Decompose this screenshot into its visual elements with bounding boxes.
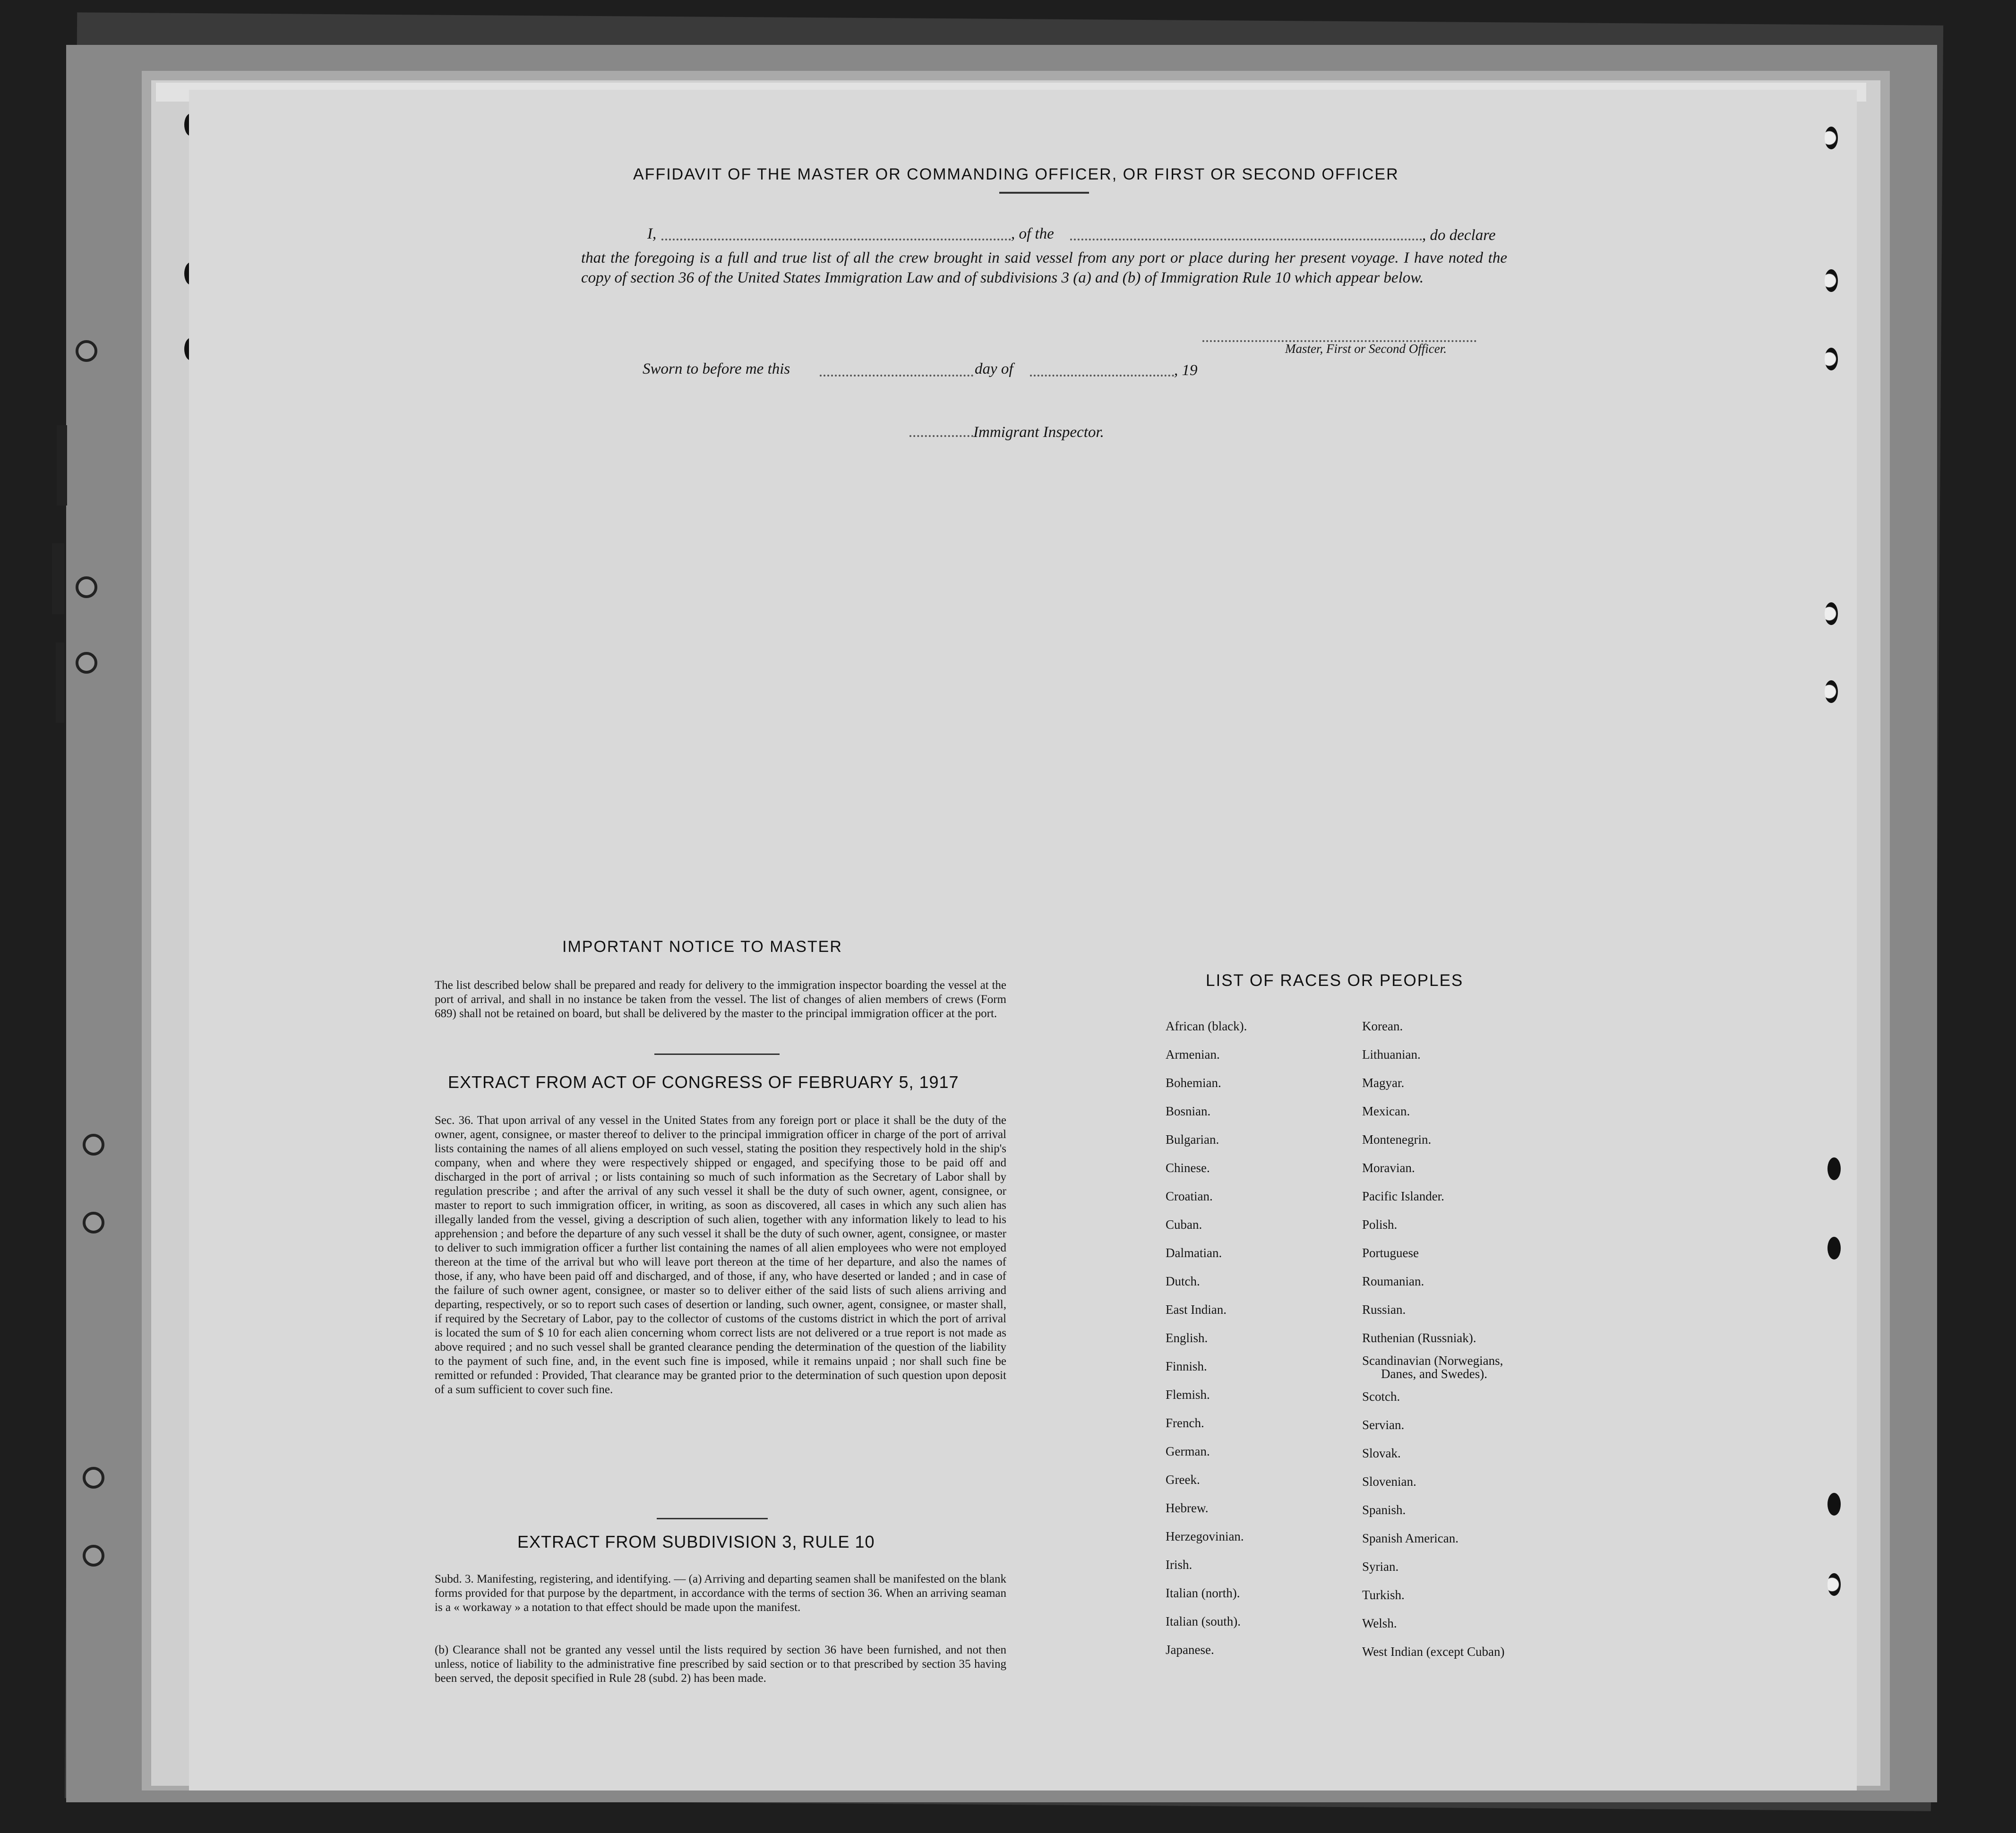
- affidavit-of-label: , of the: [1011, 225, 1054, 242]
- rule-title: EXTRACT FROM SUBDIVISION 3, RULE 10: [517, 1532, 875, 1551]
- race-item: Montenegrin.: [1362, 1132, 1432, 1147]
- race-item: Turkish.: [1362, 1588, 1405, 1602]
- race-item: Ruthenian (Russniak).: [1362, 1331, 1476, 1345]
- race-item: English.: [1166, 1331, 1208, 1345]
- affidavit-body: that the foregoing is a full and true list of all the crew brought in said vessel from any port or place during her present voyage. I have noted the copy of section 36 of the United States Immigration Law and of subdivisions 3 (a) and (b) of Immigration Rule 10 which appear below.: [581, 249, 1507, 286]
- race-item: Japanese.: [1166, 1643, 1214, 1657]
- race-item: Welsh.: [1362, 1616, 1397, 1630]
- race-item: Syrian.: [1362, 1559, 1399, 1574]
- day-of-label: day of: [975, 360, 1013, 377]
- binding-hole-icon: [83, 1134, 104, 1156]
- master-name-field[interactable]: [661, 239, 1011, 240]
- affidavit-i-label: I,: [647, 225, 657, 242]
- punch-hole-icon: [1825, 348, 1838, 370]
- section-divider: [654, 1054, 780, 1055]
- race-item: Slovak.: [1362, 1446, 1401, 1460]
- binding-hole-icon: [76, 576, 97, 598]
- race-item: Bulgarian.: [1166, 1132, 1219, 1147]
- race-item: Herzegovinian.: [1166, 1529, 1244, 1543]
- signature-label: Master, First or Second Officer.: [1285, 342, 1447, 356]
- binding-hole-icon: [76, 340, 97, 362]
- race-item: Scotch.: [1362, 1389, 1400, 1404]
- binding-hole-icon: [83, 1545, 104, 1567]
- race-item: Italian (south).: [1166, 1614, 1241, 1628]
- sworn-month-field[interactable]: [1030, 375, 1174, 377]
- race-item: Armenian.: [1166, 1047, 1220, 1062]
- race-item: Hebrew.: [1166, 1501, 1209, 1515]
- race-item: Croatian.: [1166, 1189, 1213, 1203]
- punch-hole-icon: [1827, 1237, 1841, 1259]
- race-item: Flemish.: [1166, 1388, 1210, 1402]
- inspector-label: Immigrant Inspector.: [973, 424, 1104, 441]
- race-item: French.: [1166, 1416, 1204, 1430]
- binding-hole-icon: [76, 652, 97, 674]
- race-item: East Indian.: [1166, 1302, 1227, 1317]
- race-item: Bohemian.: [1166, 1076, 1221, 1090]
- act-title: EXTRACT FROM ACT OF CONGRESS OF FEBRUARY 5, 1917: [448, 1072, 959, 1092]
- punch-hole-icon: [1825, 680, 1838, 703]
- punch-hole-icon: [1825, 269, 1838, 292]
- race-item: Moravian.: [1362, 1161, 1415, 1175]
- inspector-signature-field[interactable]: [909, 435, 973, 437]
- race-item: Lithuanian.: [1362, 1047, 1421, 1062]
- race-item: Greek.: [1166, 1473, 1200, 1487]
- race-item: Pacific Islander.: [1362, 1189, 1444, 1203]
- section-divider: [657, 1518, 768, 1519]
- races-right-column: [1362, 1012, 1504, 1666]
- race-item: Dalmatian.: [1166, 1246, 1222, 1260]
- races-left-column: [1166, 1012, 1247, 1664]
- race-item: Russian.: [1362, 1302, 1406, 1317]
- race-item: African (black).: [1166, 1019, 1247, 1033]
- rule-body-b: (b) Clearance shall not be granted any vessel until the lists required by section 36 have been furnished, and not then unless, notice of liability to the administrative fine prescribed by said section or to that prescribed by section 35 having been served, the deposit specified in Rule 28 (subd. 2) has been made.: [435, 1644, 1006, 1685]
- punch-hole-icon: [1825, 602, 1838, 625]
- affidavit-declare-label: , do declare: [1422, 227, 1496, 244]
- binding-hole-icon: [83, 1467, 104, 1489]
- punch-hole-icon: [1827, 1493, 1841, 1516]
- rule-body-a: Subd. 3. Manifesting, registering, and identifying. — (a) Arriving and departing seamen shall be manifested on the blank forms provided for that purpose by the department, in accordance with the terms of section 36. When an arriving seaman is a « workaway » a notation to that effect should be made upon the manifest.: [435, 1573, 1006, 1614]
- title-rule: [999, 192, 1089, 194]
- race-item: Spanish American.: [1362, 1531, 1458, 1545]
- races-title: LIST OF RACES OR PEOPLES: [1206, 971, 1464, 990]
- race-item: Cuban.: [1166, 1217, 1202, 1232]
- race-item: Servian.: [1362, 1418, 1405, 1432]
- crew-list-form-page: [189, 90, 1857, 1790]
- race-item: Mexican.: [1362, 1104, 1410, 1118]
- race-item: Korean.: [1362, 1019, 1403, 1033]
- sworn-label: Sworn to before me this: [643, 360, 790, 377]
- affidavit-title: AFFIDAVIT OF THE MASTER OR COMMANDING OFFICER, OR FIRST OR SECOND OFFICER: [633, 165, 1399, 183]
- punch-hole-icon: [1827, 1573, 1841, 1596]
- race-item: Scandinavian (Norwegians, Danes, and Swedes).: [1362, 1353, 1503, 1381]
- race-item: Roumanian.: [1362, 1274, 1424, 1288]
- race-item: Chinese.: [1166, 1161, 1210, 1175]
- act-body: Sec. 36. That upon arrival of any vessel in the United States from any foreign port or place it shall be the duty of the owner, agent, consignee, or master thereof to deliver to the principal immigration officer in charge of the port of arrival lists containing the names of all aliens employed on such vessel, stating the position they respectively hold in the ship's company, when and where they were respectively shipped or engaged, and specifying those to be paid off and discharged in the port of arrival ; or lists containing so much of such information as the Secretary of Labor shall by regulation prescribe ; and after the arrival of any such vessel it shall be the duty of such owner, agent, consignee, or master to report to such immigration officer, in writing, as soon as discovered, all cases in which any such alien has illegally landed from the vessel, giving a description of such alien, together with any information likely to lead to his apprehension ; and before the departure of any such vessel it shall be the duty of such owner, agent, consignee, or master to deliver to such immigration officer a further list containing the names of all alien employees who were not employed thereon at the time of the arrival but who will leave port thereon at the time of her departure, and also the names of those, if any, who have been paid off and discharged, and of those, if any, who have deserted or landed ; and in case of the failure of such owner agent, consignee, or master so to deliver either of the said lists of such aliens arriving and departing, respectively, or so to report such cases of desertion or landing, such owner, agent, consignee, or master shall, if required by the Secretary of Labor, pay to the collector of customs of the customs district in which the port of arrival is located the sum of $ 10 for each alien concerning whom correct lists are not delivered or a true report is not made as above required ; and no such vessel shall be granted clearance pending the determination of the question of the liability to the payment of such fine, and, in the event such fine is imposed, while it remains unpaid ; nor shall such fine be remitted or refunded : Provided, That clearance may be granted prior to the determination of such question upon deposit of a sum sufficient to cover such fine.: [435, 1114, 1006, 1396]
- punch-hole-icon: [1827, 1157, 1841, 1180]
- race-item: Irish.: [1166, 1558, 1192, 1572]
- race-item: Italian (north).: [1166, 1586, 1240, 1600]
- race-item: Spanish.: [1362, 1503, 1406, 1517]
- handwriting-mark: [56, 642, 64, 723]
- notice-title: IMPORTANT NOTICE TO MASTER: [562, 938, 842, 956]
- race-item: Slovenian.: [1362, 1474, 1416, 1489]
- sworn-year-label: , 19: [1174, 362, 1198, 379]
- notice-body: The list described below shall be prepared and ready for delivery to the immigration inspector boarding the vessel at the port of arrival, and shall in no instance be taken from the vessel. The list of changes of alien members of crews (Form 689) shall not be retained on board, but shall be delivered by the master to the principal immigration officer at the port.: [435, 979, 1006, 1020]
- race-item: German.: [1166, 1444, 1210, 1458]
- race-item: Magyar.: [1362, 1076, 1405, 1090]
- race-item: Polish.: [1362, 1217, 1398, 1232]
- handwriting-mark: [57, 425, 67, 505]
- vessel-name-field[interactable]: [1070, 239, 1422, 240]
- punch-hole-icon: [1825, 127, 1838, 149]
- race-item: Finnish.: [1166, 1359, 1207, 1373]
- race-item: Bosnian.: [1166, 1104, 1211, 1118]
- race-item: Portuguese: [1362, 1246, 1419, 1260]
- binding-hole-icon: [83, 1212, 104, 1233]
- sworn-day-field[interactable]: [820, 375, 973, 377]
- handwriting-mark: [52, 543, 64, 614]
- race-item: West Indian (except Cuban): [1362, 1645, 1505, 1659]
- race-item: Dutch.: [1166, 1274, 1200, 1288]
